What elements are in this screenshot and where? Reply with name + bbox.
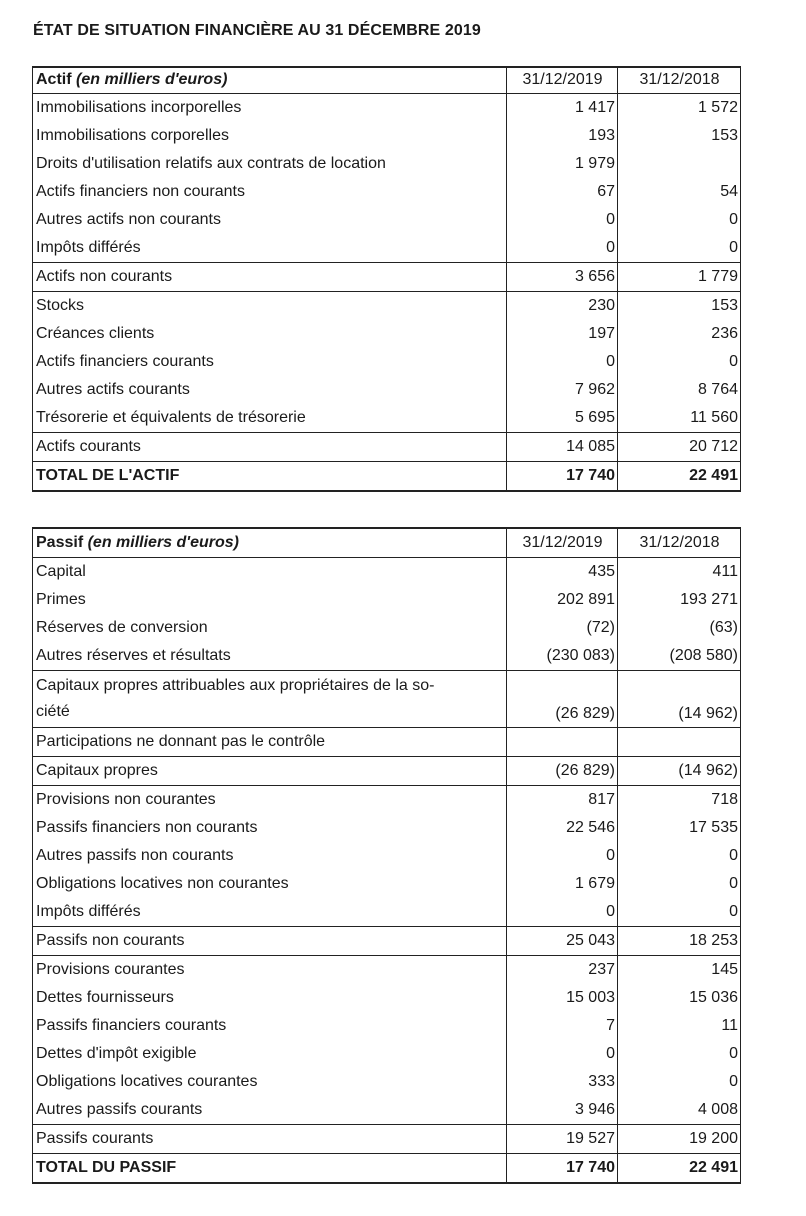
table-row — [33, 614, 741, 642]
row-label: Stocks — [33, 291, 507, 320]
row-value-2019: 0 — [507, 234, 618, 262]
row-label: Autres actifs non courants — [33, 206, 507, 234]
table-row — [33, 642, 741, 670]
row-value-2019: 817 — [507, 785, 618, 814]
row-value-2018: 8 764 — [618, 376, 741, 404]
row-label: Trésorerie et équivalents de trésorerie — [33, 404, 507, 432]
row-label: Participations ne donnant pas le contrôle — [33, 727, 507, 756]
table-row — [33, 984, 741, 1012]
row-label: Passifs courants — [33, 1124, 507, 1153]
passif-header-unit: (en milliers d'euros) — [87, 533, 239, 551]
row-value-2019: 3 656 — [507, 262, 618, 291]
row-label: Immobilisations corporelles — [33, 122, 507, 150]
row-value-2019: 7 962 — [507, 376, 618, 404]
table-row — [33, 898, 741, 926]
row-label: Actifs courants — [33, 432, 507, 461]
subtotal-row — [33, 262, 741, 291]
row-value-2018: (208 580) — [618, 642, 741, 670]
row-value-2018: 153 — [618, 122, 741, 150]
row-value-2019: 1 979 — [507, 150, 618, 178]
total-row — [33, 1153, 741, 1183]
row-value-2019: 0 — [507, 348, 618, 376]
row-value-2019: 0 — [507, 206, 618, 234]
table-row — [33, 206, 741, 234]
row-value-2019: (230 083) — [507, 642, 618, 670]
row-value-2019: 0 — [507, 842, 618, 870]
row-value-2018: 20 712 — [618, 432, 741, 461]
row-label: Créances clients — [33, 320, 507, 348]
table-row — [33, 122, 741, 150]
table-row — [33, 320, 741, 348]
row-label: Obligations locatives non courantes — [33, 870, 507, 898]
row-value-2019: 1 679 — [507, 870, 618, 898]
total-row — [33, 461, 741, 491]
table-row — [33, 842, 741, 870]
row-value-2018: 0 — [618, 898, 741, 926]
row-value-2019: 15 003 — [507, 984, 618, 1012]
row-label-wrapped — [33, 670, 507, 727]
row-value-2019: (26 829) — [507, 670, 618, 727]
row-value-2018: 193 271 — [618, 586, 741, 614]
table-row — [33, 727, 741, 756]
passif-header-label — [33, 528, 507, 557]
table-row — [33, 291, 741, 320]
table-row — [33, 557, 741, 586]
passif-header-row — [33, 528, 741, 557]
row-value-2018 — [618, 727, 741, 756]
row-value-2018: 4 008 — [618, 1096, 741, 1124]
table-row — [33, 785, 741, 814]
table-row — [33, 1068, 741, 1096]
row-value-2018: 18 253 — [618, 926, 741, 955]
row-value-2019: 22 546 — [507, 814, 618, 842]
table-row — [33, 814, 741, 842]
table-row — [33, 234, 741, 262]
passif-table — [32, 527, 741, 1184]
table-row — [33, 955, 741, 984]
row-label: Actifs financiers non courants — [33, 178, 507, 206]
row-value-2018: 0 — [618, 206, 741, 234]
row-value-2019: 0 — [507, 898, 618, 926]
passif-header-title: Passif — [36, 533, 84, 551]
row-value-2019: 435 — [507, 557, 618, 586]
row-label: Passifs financiers non courants — [33, 814, 507, 842]
table-row — [33, 670, 741, 727]
row-value-2019: 14 085 — [507, 432, 618, 461]
row-value-2018: 11 560 — [618, 404, 741, 432]
actif-header-col-2019: 31/12/2019 — [507, 67, 618, 93]
row-value-2019: 17 740 — [507, 1153, 618, 1183]
passif-header-col-2019: 31/12/2019 — [507, 528, 618, 557]
row-value-2019: 0 — [507, 1040, 618, 1068]
table-row — [33, 150, 741, 178]
table-row — [33, 178, 741, 206]
row-label: Capital — [33, 557, 507, 586]
row-label: Immobilisations incorporelles — [33, 93, 507, 122]
row-value-2018: 145 — [618, 955, 741, 984]
row-value-2019: 1 417 — [507, 93, 618, 122]
row-label: Actifs financiers courants — [33, 348, 507, 376]
actif-header-title: Actif — [36, 71, 72, 89]
row-label: Autres passifs non courants — [33, 842, 507, 870]
row-label: Provisions courantes — [33, 955, 507, 984]
row-label: Réserves de conversion — [33, 614, 507, 642]
row-label-line-2: ciété — [36, 702, 70, 720]
row-value-2018: 0 — [618, 842, 741, 870]
row-value-2019: 5 695 — [507, 404, 618, 432]
row-label: Provisions non courantes — [33, 785, 507, 814]
actif-header-unit: (en milliers d'euros) — [76, 71, 228, 89]
actif-header-col-2018: 31/12/2018 — [618, 67, 741, 93]
row-value-2018: 11 — [618, 1012, 741, 1040]
row-value-2018: 0 — [618, 1068, 741, 1096]
row-value-2018: 22 491 — [618, 461, 741, 491]
row-value-2019: 230 — [507, 291, 618, 320]
table-row — [33, 93, 741, 122]
row-label: Autres passifs courants — [33, 1096, 507, 1124]
table-row — [33, 1040, 741, 1068]
row-label: TOTAL DE L'ACTIF — [33, 461, 507, 491]
row-label: Capitaux propres — [33, 756, 507, 785]
row-value-2018: 236 — [618, 320, 741, 348]
row-value-2019: (26 829) — [507, 756, 618, 785]
row-value-2018: 0 — [618, 234, 741, 262]
row-value-2018: 0 — [618, 1040, 741, 1068]
row-value-2019: 17 740 — [507, 461, 618, 491]
table-row — [33, 376, 741, 404]
row-value-2019: 25 043 — [507, 926, 618, 955]
table-row — [33, 586, 741, 614]
subtotal-row — [33, 756, 741, 785]
row-value-2018: 0 — [618, 870, 741, 898]
row-label: Impôts différés — [33, 234, 507, 262]
row-value-2018: 411 — [618, 557, 741, 586]
row-label: Passifs financiers courants — [33, 1012, 507, 1040]
row-value-2018: 153 — [618, 291, 741, 320]
row-label: Impôts différés — [33, 898, 507, 926]
row-value-2019: 193 — [507, 122, 618, 150]
row-value-2019: 7 — [507, 1012, 618, 1040]
row-value-2018: (14 962) — [618, 756, 741, 785]
row-value-2018: 17 535 — [618, 814, 741, 842]
row-label: Droits d'utilisation relatifs aux contrats de location — [33, 150, 507, 178]
row-value-2018: (14 962) — [618, 670, 741, 727]
actif-header-label — [33, 67, 507, 93]
passif-header-col-2018: 31/12/2018 — [618, 528, 741, 557]
subtotal-row — [33, 432, 741, 461]
row-value-2019: 3 946 — [507, 1096, 618, 1124]
row-value-2018: 54 — [618, 178, 741, 206]
row-value-2018: 1 779 — [618, 262, 741, 291]
subtotal-row — [33, 1124, 741, 1153]
page-title: ÉTAT DE SITUATION FINANCIÈRE AU 31 DÉCEMBRE 2019 — [33, 22, 481, 39]
actif-table — [32, 66, 741, 492]
table-row — [33, 348, 741, 376]
row-label: Autres réserves et résultats — [33, 642, 507, 670]
table-row — [33, 404, 741, 432]
row-label: Dettes fournisseurs — [33, 984, 507, 1012]
subtotal-row — [33, 926, 741, 955]
table-row — [33, 1012, 741, 1040]
row-value-2019: 333 — [507, 1068, 618, 1096]
row-label: Actifs non courants — [33, 262, 507, 291]
table-row — [33, 1096, 741, 1124]
row-value-2019: 237 — [507, 955, 618, 984]
row-value-2019: 202 891 — [507, 586, 618, 614]
row-label-line-1: Capitaux propres attribuables aux propriétaires de la so- — [36, 676, 435, 694]
row-value-2019: 19 527 — [507, 1124, 618, 1153]
row-label: Autres actifs courants — [33, 376, 507, 404]
row-value-2018: (63) — [618, 614, 741, 642]
row-value-2018: 1 572 — [618, 93, 741, 122]
row-value-2018: 19 200 — [618, 1124, 741, 1153]
row-label: Dettes d'impôt exigible — [33, 1040, 507, 1068]
row-label: Primes — [33, 586, 507, 614]
row-label: TOTAL DU PASSIF — [33, 1153, 507, 1183]
actif-header-row — [33, 67, 741, 93]
row-value-2018: 0 — [618, 348, 741, 376]
row-value-2019: 67 — [507, 178, 618, 206]
row-value-2019 — [507, 727, 618, 756]
row-value-2018: 22 491 — [618, 1153, 741, 1183]
row-value-2019: (72) — [507, 614, 618, 642]
row-value-2019: 197 — [507, 320, 618, 348]
row-value-2018 — [618, 150, 741, 178]
row-value-2018: 718 — [618, 785, 741, 814]
table-row — [33, 870, 741, 898]
row-label: Obligations locatives courantes — [33, 1068, 507, 1096]
row-value-2018: 15 036 — [618, 984, 741, 1012]
row-label: Passifs non courants — [33, 926, 507, 955]
